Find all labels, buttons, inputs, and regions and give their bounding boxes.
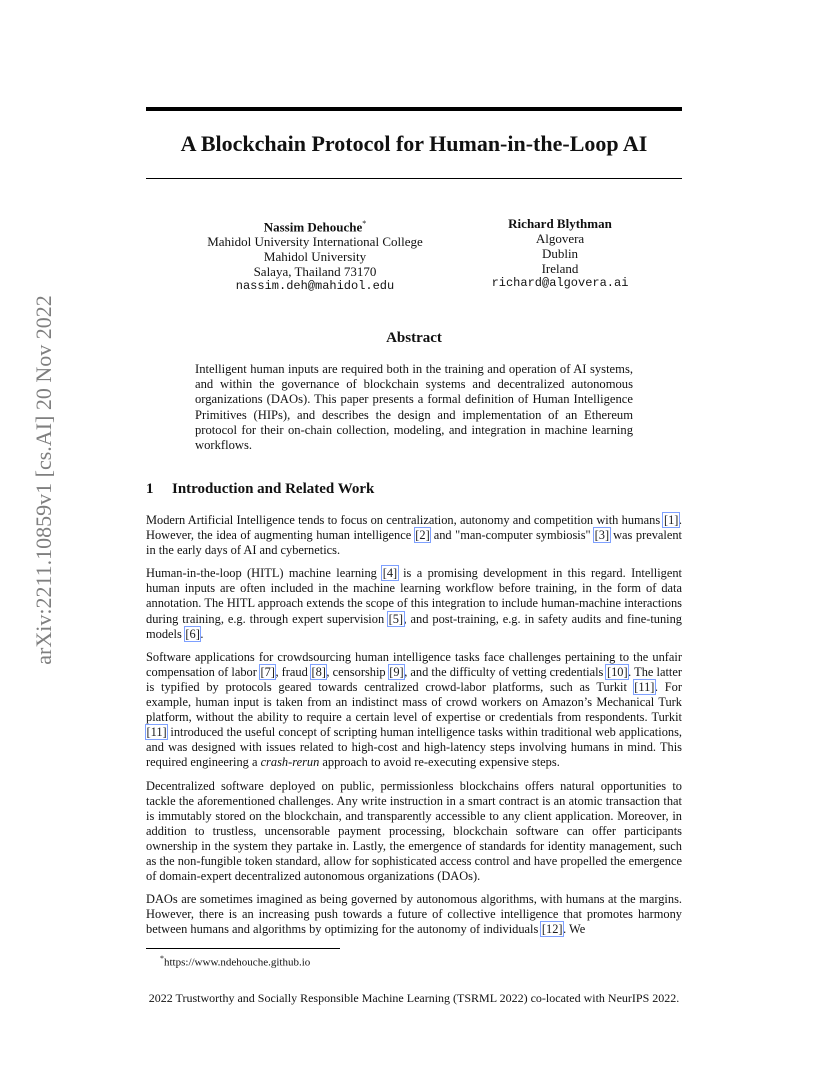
footnote-rule xyxy=(146,948,340,949)
arxiv-stamp: arXiv:2211.10859v1 [cs.AI] 20 Nov 2022 xyxy=(31,295,56,665)
citation-link[interactable]: [12] xyxy=(541,922,563,937)
paragraph: Software applications for crowdsourcing human intelligence tasks face challenges pertaining to the unfair compensation of labor [7], fraud [8], censorship [9], and the difficulty of vetting credentials [10]. The latter is typified by protocols geared towards centralized crowd-labor platforms, such as Turkit [11]. For example, human input is taken from an indistinct mass of crowd workers on Amazon’s Mechanical Turk platform, without the ability to require a certain level of expertise or credentials from respondents. Turkit [11] introduced the useful concept of scripting human intelligence tasks within traditional web applications, and was designed with issues related to high-cost and high-latency steps involving humans in mind. This required engineering a crash-rerun approach to avoid re-executing expensive steps. xyxy=(146,649,682,770)
citation-link[interactable]: [10] xyxy=(606,664,628,679)
venue-footer: 2022 Trustworthy and Socially Responsible Machine Learning (TSRML 2022) co-located with NeurIPS 2022. xyxy=(148,991,680,1005)
footnote-mark: * xyxy=(160,954,164,963)
footnote-link[interactable]: https://www.ndehouche.github.io xyxy=(164,956,311,969)
section-title: Introduction and Related Work xyxy=(172,481,375,497)
author-name: Richard Blythman xyxy=(508,216,612,231)
citation-link[interactable]: [5] xyxy=(388,611,404,626)
title-rule xyxy=(146,178,682,179)
citation-link[interactable]: [2] xyxy=(415,528,430,543)
author-affiliation: Mahidol University xyxy=(263,249,367,265)
author-country: Ireland xyxy=(541,261,579,276)
author-affiliation: Algovera xyxy=(535,231,585,246)
section-number: 1 xyxy=(146,481,154,497)
paragraph: DAOs are sometimes imagined as being governed by autonomous algorithms, with humans at the margins. However, there is an increasing push towards a future of collective intelligence that promotes harmony between humans and algorithms by optimizing for the autonomy of individuals [12]. We xyxy=(146,892,682,937)
top-rule xyxy=(146,107,682,111)
abstract-text: Intelligent human inputs are required both in the training and operation of AI systems, and within the governance of blockchain systems and decentralized autonomous organizations (DAOs). This paper presents a formal definition of Human Intelligence Primitives (HIPs), and describes the design and implementation of an Ethereum protocol for their on-chain collection, modeling, and integration in machine learning workflows. xyxy=(195,362,633,453)
author-email: richard@algovera.ai xyxy=(491,276,629,290)
footnote xyxy=(160,952,310,970)
paragraph: Decentralized software deployed on public, permissionless blockchains offers natural opportunities to tackle the aforementioned challenges. Any write instruction in a smart contract is an atomic transaction that is immutably stored on the blockchain, and transparently accessible to any client application. Moreover, in addition to trustless, uncensorable payment processing, blockchain software can offer participants ownership in the system they partake in. Lastly, the emergence of standards for identity management, such as the non-fungible token standard, allow for sophisticated access control and have propelled the emergence of domain-expert decentralized autonomous organizations (DAOs). xyxy=(146,778,682,884)
author-block xyxy=(185,216,445,294)
emphasis: crash-rerun xyxy=(260,755,320,770)
abstract-heading: Abstract xyxy=(386,330,442,346)
paragraph: Human-in-the-loop (HITL) machine learning [4] is a promising development in this regard. Intelligent human inputs are often included in the machine learning workflow before training, in the form of data annotation. The HITL approach extends the scope of this integration to include human-machine interactions during training, e.g. through expert supervision [5], and post-training, e.g. in safety audits and fine-tuning models [6]. xyxy=(146,566,682,641)
citation-link[interactable]: [7] xyxy=(260,664,275,679)
footnote-mark: * xyxy=(362,219,367,228)
author-email: nassim.deh@mahidol.edu xyxy=(235,279,395,294)
paragraph: Modern Artificial Intelligence tends to focus on centralization, autonomy and competition with humans [1]. However, the idea of augmenting human intelligence [2] and "man-computer symbiosis" [3] was prevalent in the early days of AI and cybernetics. xyxy=(146,513,682,558)
citation-link[interactable]: [4] xyxy=(382,566,398,581)
citation-link[interactable]: [8] xyxy=(311,664,326,679)
citation-link[interactable]: [11] xyxy=(146,725,167,740)
author-name: Nassim Dehouche* xyxy=(263,219,367,235)
author-address: Salaya, Thailand 73170 xyxy=(253,264,377,280)
author-block xyxy=(460,216,660,291)
citation-link[interactable]: [11] xyxy=(634,679,655,694)
citation-link[interactable]: [6] xyxy=(185,626,200,641)
paper-title: A Blockchain Protocol for Human-in-the-Loop AI xyxy=(180,131,648,156)
author-city: Dublin xyxy=(541,246,579,261)
body-text xyxy=(146,513,682,945)
section-heading xyxy=(146,479,374,499)
citation-link[interactable]: [3] xyxy=(594,528,610,543)
citation-link[interactable]: [1] xyxy=(663,513,679,527)
citation-link[interactable]: [9] xyxy=(389,664,404,679)
author-affiliation: Mahidol University International College xyxy=(207,234,423,250)
